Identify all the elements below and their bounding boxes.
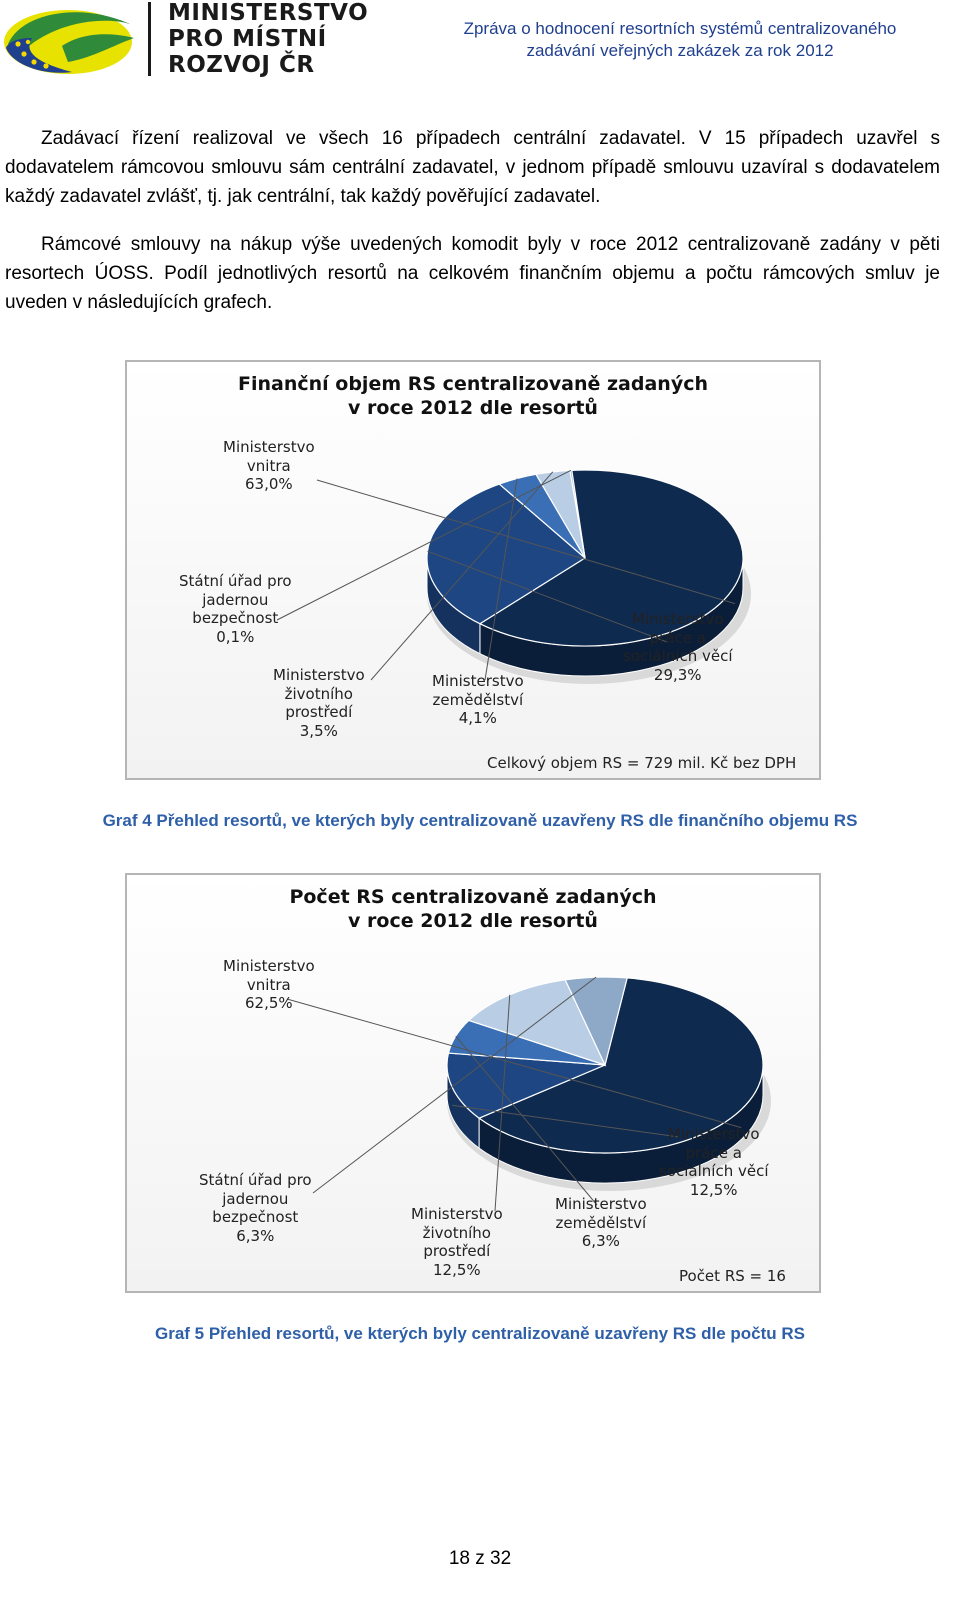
slice-value-label: 4,1% bbox=[458, 709, 497, 727]
slice-value-label: 12,5% bbox=[689, 1180, 738, 1199]
logo-divider bbox=[148, 2, 151, 76]
ministry-logo-icon bbox=[2, 2, 142, 78]
slice-label-vnitra bbox=[223, 957, 315, 1013]
chart-title-line: v roce 2012 dle resortů bbox=[348, 910, 598, 932]
slice-label-line: Ministerstvo bbox=[432, 672, 524, 690]
slice-label-line: Ministerstvo bbox=[555, 1195, 647, 1213]
slice-label-line: vnitra bbox=[246, 456, 291, 475]
slice-label-zemedelstvi bbox=[555, 1195, 647, 1251]
chart-note: Počet RS = 16 bbox=[679, 1267, 786, 1285]
paragraph-text: Zadávací řízení realizoval ve všech 16 případech centrální zadavatel. V 15 případech uzavřel s dodavatelem rámcovou smlouvu sám centrální zadavatel, v jednom případě smlouvu uzavíral s dodavatelem každý zadavatel zvlášť, tj. jak centrální, tak každý pověřující zadavatel. bbox=[5, 128, 940, 207]
slice-label-line: Ministerstvo bbox=[223, 438, 315, 456]
slice-label-line: práce a bbox=[685, 1143, 742, 1162]
slice-label-sujb bbox=[179, 572, 292, 646]
chart-title-line: Finanční objem RS centralizovaně zadaných bbox=[238, 373, 708, 395]
slice-label-prace bbox=[623, 610, 732, 684]
slice-label-line: sociálních věcí bbox=[659, 1162, 769, 1180]
chart-title-line: v roce 2012 dle resortů bbox=[348, 397, 598, 419]
slice-value-label: 62,5% bbox=[244, 994, 293, 1012]
slice-label-line: jadernou bbox=[202, 590, 269, 609]
chart-title bbox=[127, 885, 819, 933]
slice-value-label: 6,3% bbox=[581, 1232, 620, 1250]
slice-label-zemedelstvi bbox=[432, 672, 524, 728]
slice-label-line: zemědělství bbox=[555, 1213, 647, 1232]
slice-label-line: bezpečnost bbox=[192, 609, 279, 627]
slice-label-line: vnitra bbox=[246, 975, 291, 994]
slice-label-line: životního bbox=[284, 684, 353, 703]
slice-label-zivotni-prostredi bbox=[411, 1205, 503, 1279]
report-title-line: zadávání veřejných zakázek za rok 2012 bbox=[526, 41, 834, 60]
slice-label-line: Ministerstvo bbox=[223, 957, 315, 975]
slice-label-line: Ministerstvo bbox=[273, 666, 365, 684]
chart-contract-count bbox=[125, 873, 821, 1293]
slice-label-line: bezpečnost bbox=[212, 1208, 299, 1226]
slice-value-label: 6,3% bbox=[236, 1226, 275, 1245]
slice-label-prace bbox=[659, 1125, 768, 1199]
slice-label-line: Ministerstvo bbox=[631, 610, 724, 628]
slice-value-label: 3,5% bbox=[299, 721, 338, 740]
slice-label-line: jadernou bbox=[222, 1189, 289, 1208]
paragraph-1 bbox=[5, 124, 940, 211]
slice-value-label: 29,3% bbox=[653, 665, 702, 684]
slice-label-zivotni-prostredi bbox=[273, 666, 365, 740]
chart-title-line: Počet RS centralizovaně zadaných bbox=[289, 886, 657, 908]
slice-label-line: Ministerstvo bbox=[667, 1125, 760, 1143]
page-header bbox=[0, 0, 960, 90]
slice-label-line: Státní úřad pro bbox=[199, 1171, 312, 1189]
slice-label-line: prostředí bbox=[423, 1242, 491, 1260]
slice-value-label: 0,1% bbox=[216, 627, 255, 646]
chart-note: Celkový objem RS = 729 mil. Kč bez DPH bbox=[487, 754, 797, 772]
figure-caption: Graf 4 Přehled resortů, ve kterých byly centralizovaně uzavřeny RS dle finančního objemu RS bbox=[102, 811, 858, 830]
slice-label-line: Státní úřad pro bbox=[179, 572, 292, 590]
slice-label-line: práce a bbox=[649, 628, 706, 647]
ministry-logo-text bbox=[168, 0, 368, 78]
chart-financial-volume bbox=[125, 360, 821, 780]
page-number: 18 z 32 bbox=[448, 1548, 512, 1569]
slice-label-sujb bbox=[199, 1171, 312, 1245]
slice-label-line: zemědělství bbox=[432, 690, 524, 709]
slice-label-line: životního bbox=[422, 1223, 491, 1242]
slice-value-label: 12,5% bbox=[432, 1260, 481, 1279]
logo-line: MINISTERSTVO bbox=[168, 0, 369, 26]
paragraph-2 bbox=[5, 230, 940, 317]
slice-label-line: Ministerstvo bbox=[411, 1205, 503, 1223]
logo-line: PRO MÍSTNÍ bbox=[168, 26, 327, 52]
slice-label-line: sociálních věcí bbox=[623, 647, 733, 665]
slice-label-line: prostředí bbox=[285, 703, 353, 721]
slice-label-vnitra bbox=[223, 438, 315, 494]
report-title-line: Zpráva o hodnocení resortních systémů centralizovaného bbox=[463, 19, 897, 38]
report-title bbox=[420, 18, 940, 62]
slice-value-label: 63,0% bbox=[244, 475, 293, 493]
figure-caption: Graf 5 Přehled resortů, ve kterých byly centralizovaně uzavřeny RS dle počtu RS bbox=[154, 1324, 805, 1343]
paragraph-text: Rámcové smlouvy na nákup výše uvedených komodit byly v roce 2012 centralizovaně zadány v pěti resortech ÚOSS. Podíl jednotlivých resortů na celkovém finančním objemu a počtu rámcových smluv je uveden v následujících grafech. bbox=[5, 234, 940, 313]
logo-line: ROZVOJ ČR bbox=[168, 52, 315, 78]
chart-title bbox=[127, 372, 819, 420]
